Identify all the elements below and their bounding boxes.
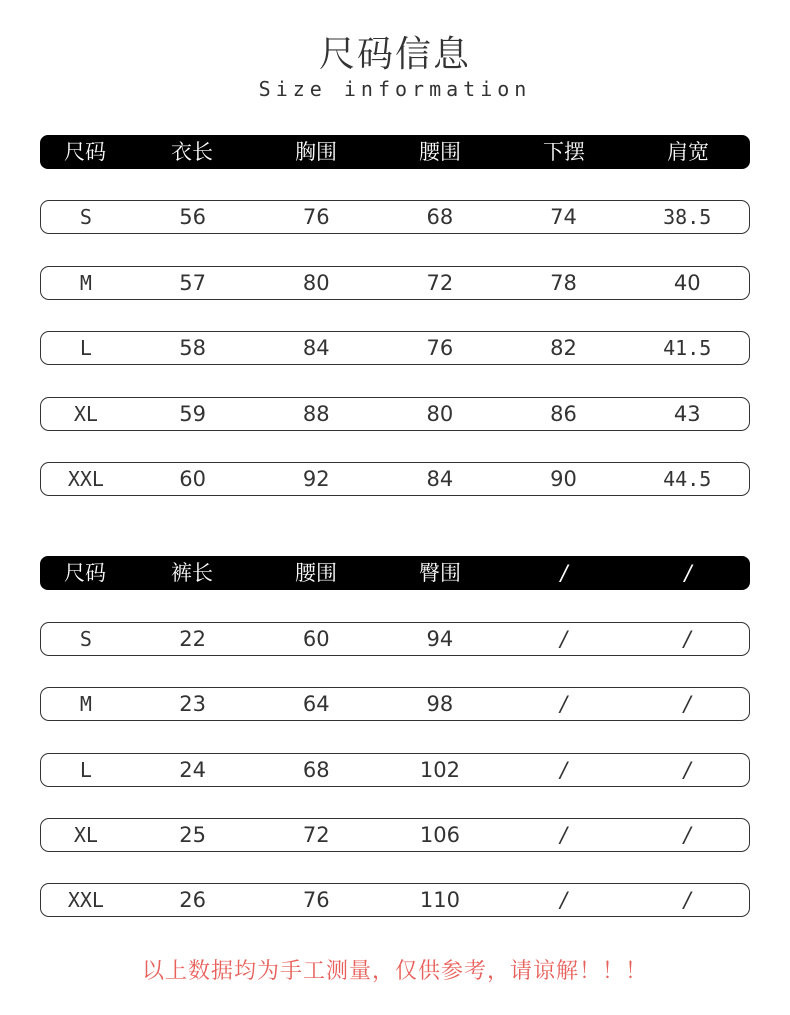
- cell-size: S: [79, 627, 92, 651]
- header-cell-hip: 臀围: [419, 561, 461, 585]
- cell-size: S: [79, 205, 92, 229]
- header-cell-waist: 腰围: [295, 561, 337, 585]
- cell-value: 43: [673, 402, 701, 426]
- cell-empty: /: [683, 627, 691, 651]
- header-cell-size: 尺码: [64, 561, 106, 585]
- cell-value: 60: [179, 467, 206, 491]
- cell-size: L: [79, 758, 92, 782]
- cell-value: 60: [302, 627, 330, 651]
- cell-value: 59: [179, 402, 206, 426]
- cell-size: XL: [73, 402, 98, 426]
- cell-size: L: [79, 336, 92, 360]
- cell-value: 25: [179, 823, 206, 847]
- measurement-note: 以上数据均为手工测量，仅供参考，请谅解！！！: [141, 959, 648, 984]
- cell-value: 24: [179, 758, 206, 782]
- cell-size: M: [79, 271, 92, 295]
- cell-value: 40: [673, 271, 701, 295]
- header-cell-length: 衣长: [171, 140, 213, 164]
- header-cell-empty: /: [560, 561, 568, 585]
- cell-value: 98: [426, 692, 454, 716]
- cell-value: 56: [179, 205, 206, 229]
- cell-value: 84: [426, 467, 454, 491]
- header-cell-hem: 下摆: [543, 140, 585, 164]
- cell-value: 90: [550, 467, 577, 491]
- cell-value: 57: [179, 271, 206, 295]
- top-table-row: [40, 331, 750, 365]
- cell-empty: /: [560, 823, 568, 847]
- cell-size: XL: [73, 823, 98, 847]
- cell-empty: /: [560, 692, 568, 716]
- header-cell-pants-length: 裤长: [171, 561, 213, 585]
- cell-empty: /: [560, 627, 568, 651]
- bottom-table-row: [40, 622, 750, 656]
- cell-value: 92: [302, 467, 330, 491]
- cell-empty: /: [560, 888, 568, 912]
- cell-value: 106: [419, 823, 460, 847]
- bottom-table-row: [40, 753, 750, 787]
- bottom-table-row: [40, 818, 750, 852]
- cell-value: 58: [179, 336, 206, 360]
- cell-value: 110: [419, 888, 460, 912]
- cell-empty: /: [683, 692, 691, 716]
- cell-size: M: [79, 692, 92, 716]
- cell-value: 72: [426, 271, 454, 295]
- page-subtitle: Size information: [258, 77, 532, 101]
- cell-empty: /: [683, 823, 691, 847]
- cell-empty: /: [683, 758, 691, 782]
- cell-value: 41.5: [663, 336, 712, 360]
- top-table-header: [40, 135, 750, 169]
- header-cell-empty: /: [684, 561, 692, 585]
- top-table-row: [40, 266, 750, 300]
- cell-value: 76: [426, 336, 454, 360]
- cell-value: 88: [302, 402, 330, 426]
- cell-value: 26: [179, 888, 206, 912]
- top-table-row: [40, 397, 750, 431]
- cell-value: 80: [302, 271, 330, 295]
- cell-value: 102: [419, 758, 460, 782]
- cell-size: XXL: [67, 467, 104, 491]
- cell-value: 76: [302, 205, 330, 229]
- top-table-row: [40, 200, 750, 234]
- cell-value: 68: [426, 205, 454, 229]
- cell-value: 68: [302, 758, 330, 782]
- cell-value: 72: [302, 823, 330, 847]
- cell-value: 22: [179, 627, 206, 651]
- cell-value: 84: [302, 336, 330, 360]
- page-title: 尺码信息: [318, 34, 471, 75]
- cell-empty: /: [683, 888, 691, 912]
- header-cell-waist: 腰围: [419, 140, 461, 164]
- cell-value: 74: [550, 205, 577, 229]
- cell-size: XXL: [67, 888, 104, 912]
- bottom-table-header: [40, 556, 750, 590]
- cell-value: 64: [302, 692, 330, 716]
- cell-value: 82: [550, 336, 577, 360]
- cell-value: 80: [426, 402, 454, 426]
- cell-value: 76: [302, 888, 330, 912]
- header-cell-chest: 胸围: [295, 140, 337, 164]
- cell-value: 94: [426, 627, 454, 651]
- cell-empty: /: [560, 758, 568, 782]
- header-cell-size: 尺码: [64, 140, 106, 164]
- bottom-table-row: [40, 883, 750, 917]
- bottom-table-row: [40, 687, 750, 721]
- cell-value: 78: [550, 271, 577, 295]
- cell-value: 38.5: [663, 205, 712, 229]
- cell-value: 23: [179, 692, 206, 716]
- top-table-row: [40, 462, 750, 496]
- cell-value: 86: [550, 402, 577, 426]
- header-cell-shoulder: 肩宽: [667, 140, 709, 164]
- cell-value: 44.5: [663, 467, 712, 491]
